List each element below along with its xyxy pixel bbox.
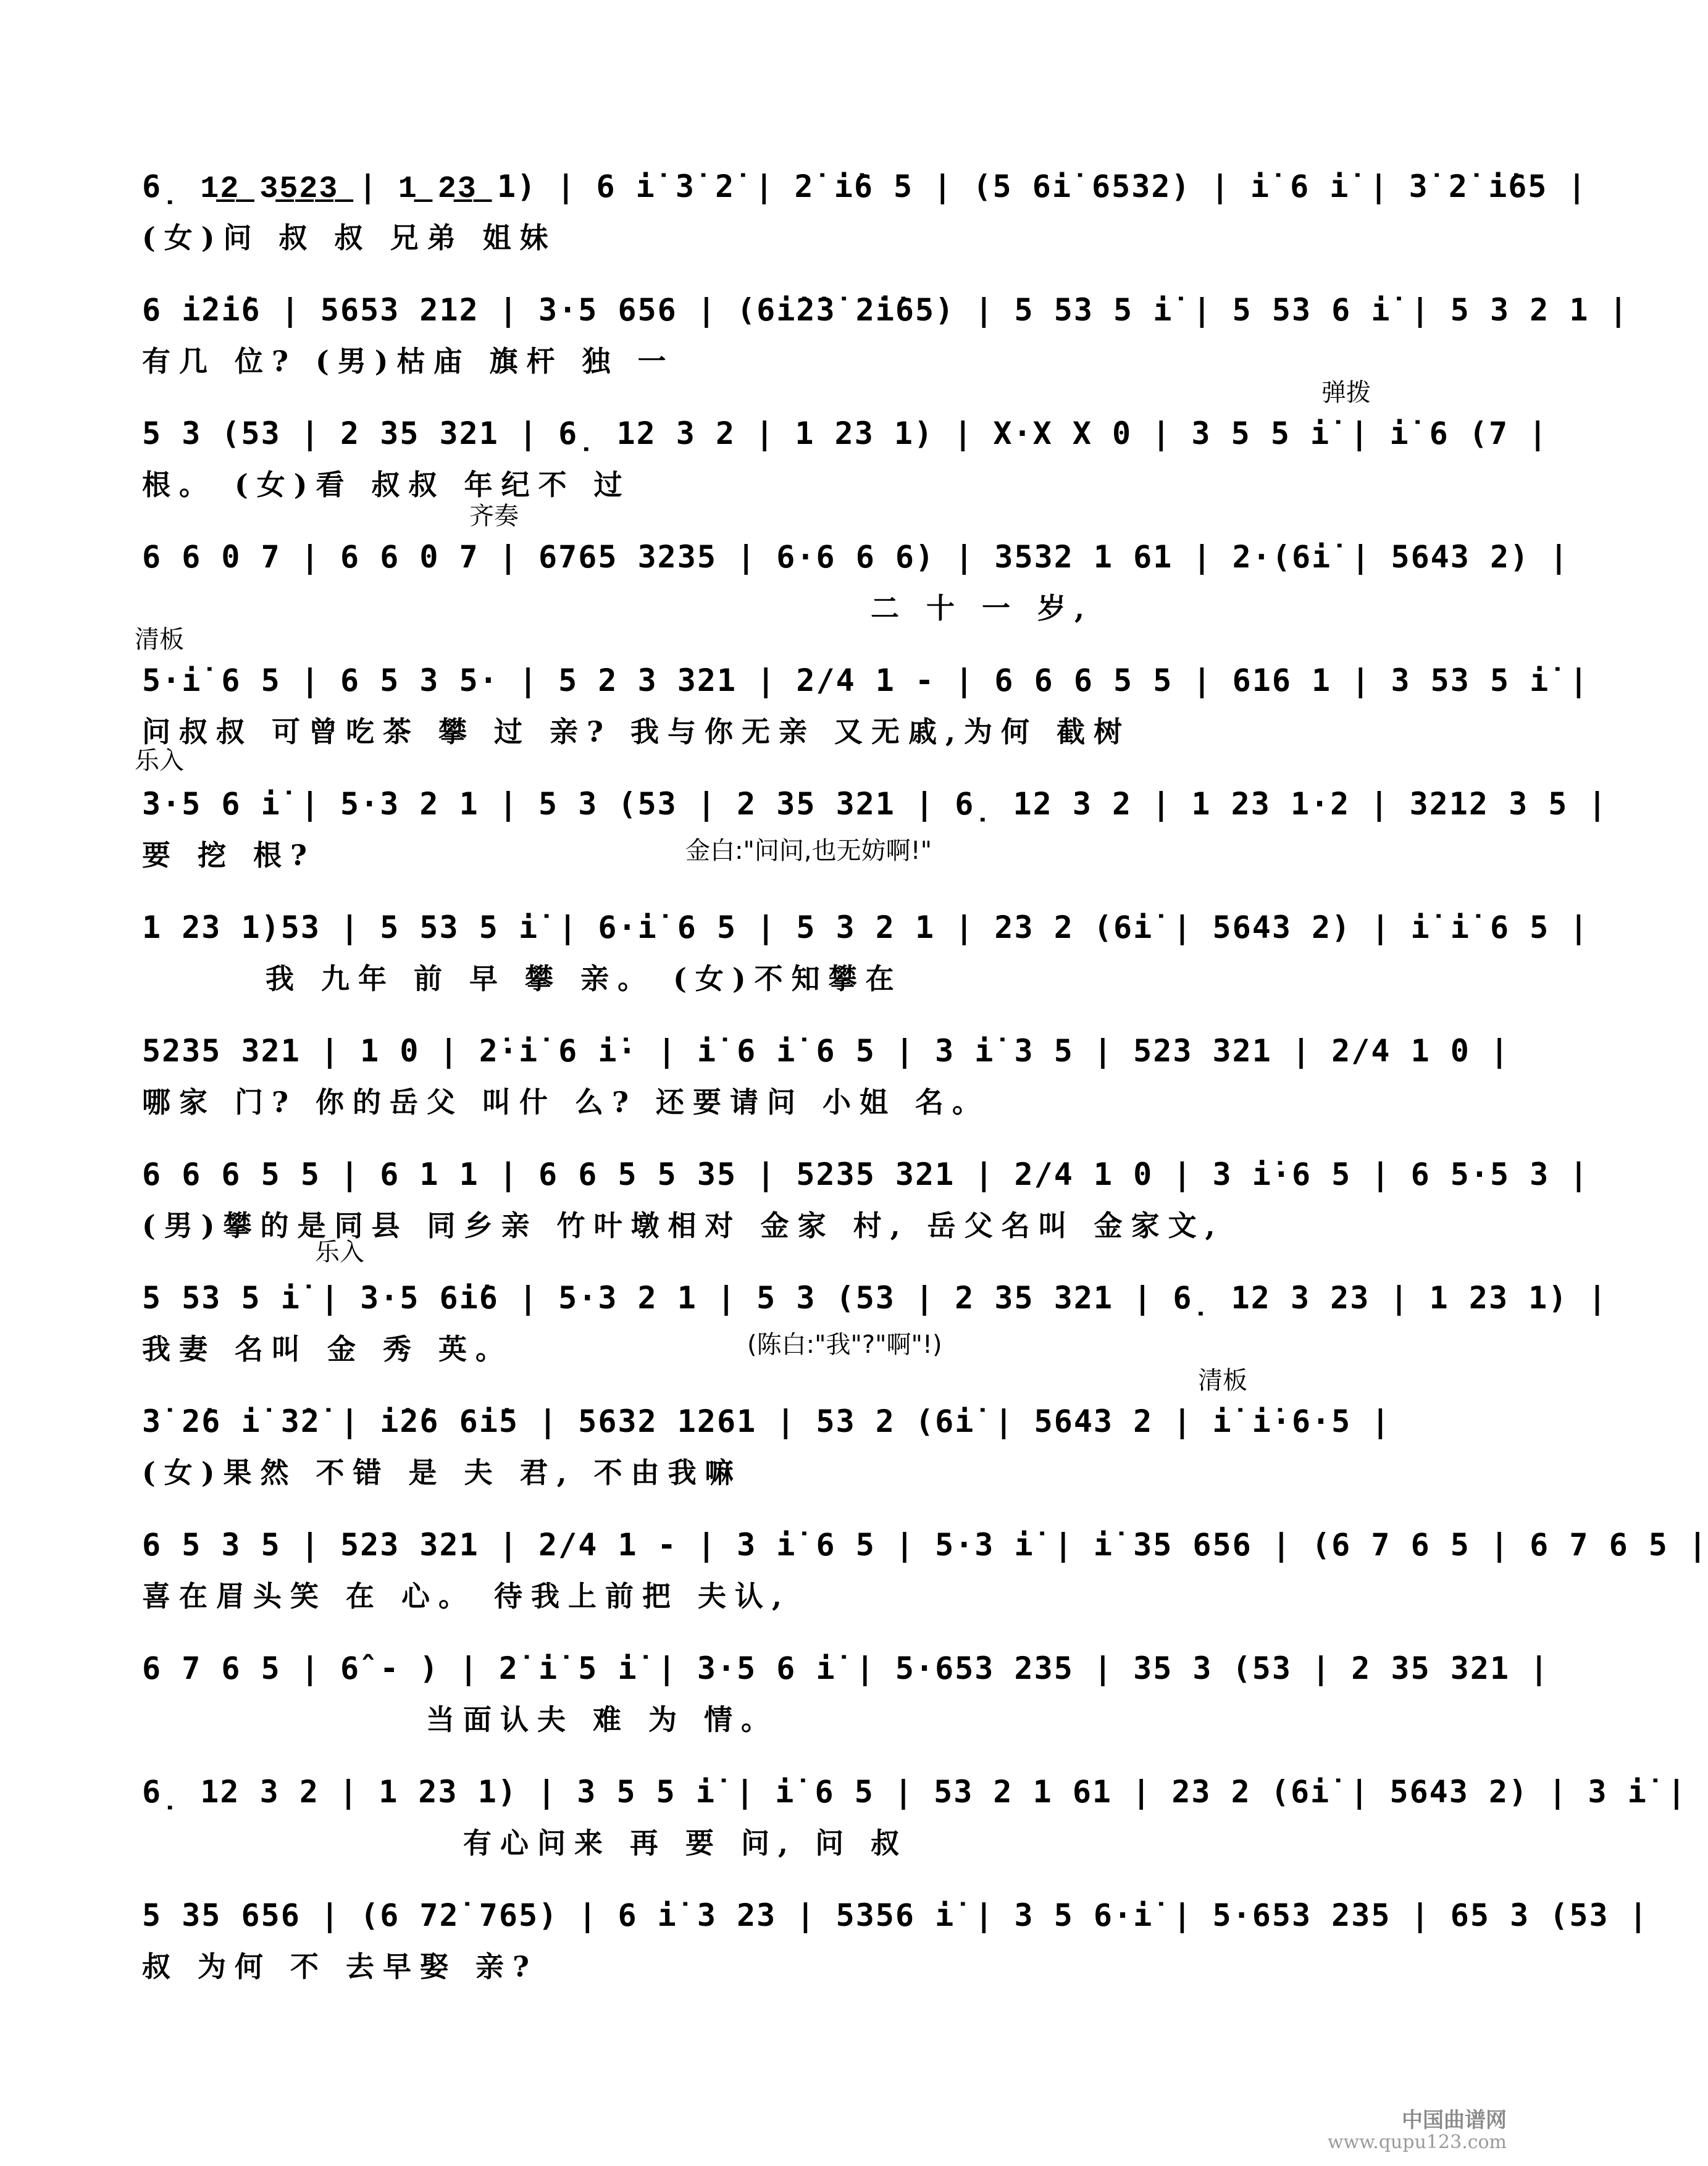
notation-line: 6̣ 12 3 2 | 1 23 1) | 3 5 5 i̇ | i̇ 6 5 | 53 2 1 61 | 23 2 (6i̇ | 5643 2) | 3 i̇ | (142, 1774, 1687, 1810)
notation-line: 3̇ 2̇6 i̇ 3̇2̇ | i̇2̇6 6i̇5 | 5632 1261 | 53 2 (6i̇ | 5643 2 | i̇ i̇·6·5 | (142, 1403, 1391, 1439)
notation-line: 5·i̇ 6 5 | 6 5 3 5· | 5 2 3 321 | 2/4 1 - | 6 6 6 5 5 | 616 1 | 3 53 5 i̇ | (142, 663, 1589, 698)
notation-line: 6̣ 1͟2͟ 3͟5͟2͟3͟ | 1͟ 2͟3͟ 1) | 6 i̇ 3̇ 2̇ | 2̇ i̇6 5 | (5 6i̇ 6532) | i̇ 6 i̇ | 3̇ 2̇ i̇65 | (142, 169, 1588, 204)
lyric-line: (男)攀的是同县 同乡亲 竹叶墩相对 金家 村, 岳父名叫 金家文, (142, 1209, 1224, 1242)
lyric-line: 我 九年 前 早 攀 亲。 (女)不知攀在 (266, 962, 903, 995)
lyric-line: 我妻 名叫 金 秀 英。 (142, 1332, 513, 1366)
notation-line: 6 6 0 7 | 6 6 0 7 | 6765 3235 | 6·6 6 6) | 3532 1 61 | 2·(6i̇ | 5643 2) | (142, 539, 1570, 575)
lyric-line: 叔 为何 不 去早娶 亲? (142, 1950, 538, 1983)
lyric-line: (女)果然 不错 是 夫 君, 不由我嘛 (142, 1456, 742, 1489)
spoken-line-jin: 金白:"问问,也无妨啊!" (685, 837, 932, 865)
performance-mark-qingban: 清板 (135, 625, 184, 654)
lyric-line: 问叔叔 可曾吃茶 攀 过 亲? 我与你无亲 又无戚,为何 截树 (142, 715, 1131, 748)
performance-mark-qingban: 清板 (1198, 1366, 1247, 1395)
watermark-name: 中国曲谱网 (1402, 2108, 1507, 2133)
notation-line: 6 7 6 5 | 6̂ - ) | 2̇ i̇ 5 i̇ | 3·5 6 i̇ | 5·653 235 | 35 3 (53 | 2 35 321 | (142, 1650, 1550, 1686)
watermark-url: www.qupu123.com (1327, 2131, 1507, 2153)
watermark-logo (1328, 2109, 1507, 2154)
lyric-line: 有心问来 再 要 问, 问 叔 (463, 1826, 908, 1860)
notation-line: 5 3 (53 | 2 35 321 | 6̣ 12 3 2 | 1 23 1) | X·X X 0 | 3 5 5 i̇ | i̇ 6 (7 | (142, 416, 1549, 451)
performance-mark-tanbo: 弹拨 (1321, 378, 1371, 407)
notation-line: 1 23 1)53 | 5 53 5 i̇ | 6·i̇ 6 5 | 5 3 2 1 | 23 2 (6i̇ | 5643 2) | i̇ i̇ 6 5 | (142, 909, 1589, 945)
lyric-line: 当面认夫 难 为 情。 (426, 1703, 779, 1736)
lyric-line: 有几 位? (男)枯庙 旗杆 独 一 (142, 345, 675, 378)
performance-mark-yueru: 乐入 (315, 1238, 364, 1266)
notation-line: 5235 321 | 1 0 | 2̇·i̇ 6 i̇· | i̇ 6 i̇ 6 5 | 3 i̇ 3 5 | 523 321 | 2/4 1 0 | (142, 1033, 1510, 1069)
lyric-line: 要 挖 根? (142, 838, 316, 872)
lyric-line: (女)问 叔 叔 兄弟 姐妹 (142, 221, 557, 254)
lyric-line: 二 十 一 岁, (871, 592, 1094, 625)
performance-mark-yueru: 乐入 (135, 746, 184, 775)
notation-line: 6 i̇2̇i̇6 | 5653 212 | 3·5 656 | (6i̇2̇3̇ 2̇i̇65) | 5 53 5 i̇ | 5 53 6 i̇ | 5 3 2 1 | (142, 292, 1629, 328)
performance-mark-qizou: 齐奏 (469, 502, 519, 530)
notation-line: 5 53 5 i̇ | 3·5 6i̇6 | 5·3 2 1 | 5 3 (53 | 2 35 321 | 6̣ 12 3 23 | 1 23 1) | (142, 1280, 1608, 1316)
lyric-line: 根。 (女)看 叔叔 年纪不 过 (142, 468, 631, 501)
notation-line: 3·5 6 i̇ | 5·3 2 1 | 5 3 (53 | 2 35 321 | 6̣ 12 3 2 | 1 23 1·2 | 3212 3 5 | (142, 786, 1608, 822)
notation-line: 6 6 6 5 5 | 6 1 1 | 6 6 5 5 35 | 5235 321 | 2/4 1 0 | 3 i̇·6 5 | 6 5·5 3 | (142, 1156, 1589, 1192)
notation-line: 5 35 656 | (6 72̇ 765) | 6 i̇ 3 23 | 5356 i̇ | 3 5 6·i̇ | 5·653 235 | 65 3 (53 | (142, 1897, 1649, 1933)
notation-line: 6 5 3 5 | 523 321 | 2/4 1 - | 3 i̇ 6 5 | 5·3 i̇ | i̇ 35 656 | (6 7 6 5 | 6 7 6 5 | (142, 1527, 1708, 1563)
lyric-line: 哪家 门? 你的岳父 叫什 么? 还要请问 小姐 名。 (142, 1085, 990, 1119)
spoken-line-chen: (陈白:"我"?"啊"!) (747, 1331, 942, 1359)
lyric-line: 喜在眉头笑 在 心。 待我上前把 夫认, (142, 1579, 791, 1613)
